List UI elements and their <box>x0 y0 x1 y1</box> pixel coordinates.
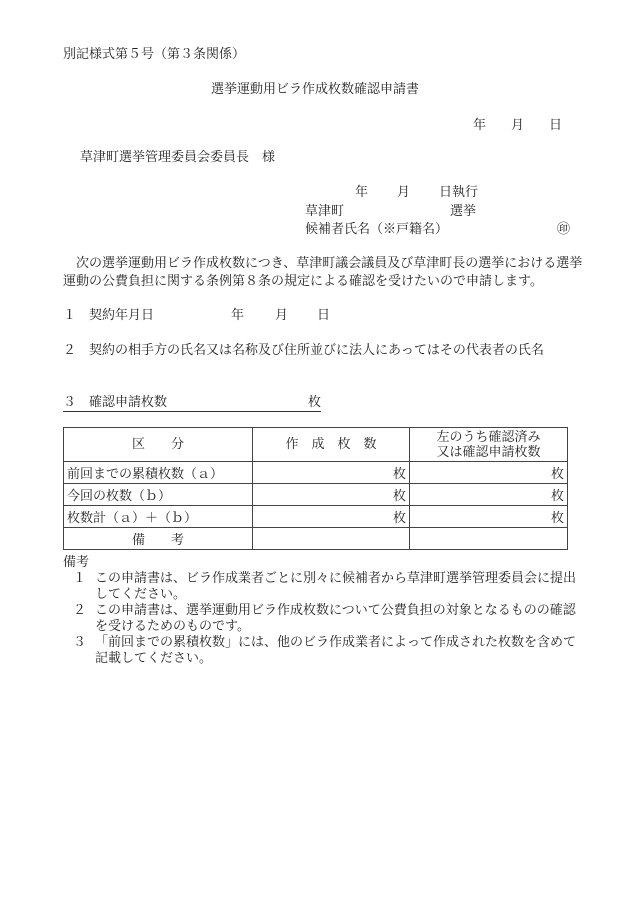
row-created-cell[interactable]: 枚 <box>253 506 410 528</box>
note-text: この申請書は、ビラ作成業者ごとに別々に候補者から草津町選挙管理委員会に提出してください。 <box>95 571 577 602</box>
contract-year-label: 年 <box>231 308 245 323</box>
candidate-label: 候補者氏名（※戸籍名） <box>305 222 449 237</box>
header-confirmed-count <box>410 428 568 462</box>
row-confirmed-cell[interactable]: 枚 <box>410 462 568 484</box>
table-row <box>64 462 568 484</box>
contract-date-label: １ 契約年月日 <box>63 308 155 323</box>
count-table <box>63 427 568 550</box>
table-row <box>64 506 568 528</box>
application-statement: 次の選挙運動用ビラ作成枚数につき、草津町議会議員及び草津町長の選挙における選挙運動の公費負担に関する条例第８条の規定による確認を受けたいので申請します。 <box>63 256 583 289</box>
row-label: 前回までの累積枚数（ａ） <box>64 462 253 484</box>
requested-count-label: ３ 確認申請枚数 <box>63 395 168 410</box>
date-year-label: 年 <box>473 118 487 133</box>
header-created-count: 作 成 枚 数 <box>253 428 410 462</box>
town-election-line <box>305 204 476 220</box>
remarks-cell[interactable] <box>253 528 410 550</box>
application-date <box>473 118 562 134</box>
table-header-row <box>64 428 568 462</box>
note-number: ３ <box>73 635 87 650</box>
row-confirmed-cell[interactable]: 枚 <box>410 506 568 528</box>
note-text: 「前回までの累積枚数」には、他のビラ作成業者によって作成された枚数を含めて記載してください。 <box>95 635 577 666</box>
header-confirmed-text: 左のうち確認済み 又は確認申請枚数 <box>436 429 541 460</box>
row-created-cell[interactable]: 枚 <box>253 484 410 506</box>
remarks-label: 備 考 <box>64 528 253 550</box>
remarks-cell[interactable] <box>410 528 568 550</box>
election-date <box>355 185 478 201</box>
row-confirmed-cell[interactable]: 枚 <box>410 484 568 506</box>
item-requested-count <box>63 395 321 412</box>
date-day-label: 日 <box>549 118 563 133</box>
row-label: 今回の枚数（ｂ） <box>64 484 253 506</box>
note-item <box>73 635 583 667</box>
document-title: 選挙運動用ビラ作成枚数確認申請書 <box>210 82 419 97</box>
seal-mark: ㊞ <box>556 222 570 237</box>
town-prefix: 草津町 <box>305 204 345 219</box>
note-text: この申請書は、選挙運動用ビラ作成枚数について公費負担の対象となるものの確認を受けるためのものです。 <box>95 603 576 634</box>
form-number: 別記様式第５号（第３条関係） <box>63 47 246 62</box>
table-row <box>64 484 568 506</box>
note-number: ２ <box>73 603 87 618</box>
header-category: 区 分 <box>64 428 253 462</box>
addressee: 草津町選挙管理委員会委員長 様 <box>80 150 276 165</box>
item-contract-date <box>63 308 330 324</box>
election-suffix: 選挙 <box>450 204 477 219</box>
item-contractor-info: ２ 契約の相手方の氏名又は名称及び住所並びに法人にあってはその代表者の氏名 <box>63 343 544 358</box>
note-number: １ <box>73 571 87 586</box>
note-item <box>73 603 583 635</box>
contract-month-label: 月 <box>275 308 289 323</box>
notes-heading: 備考 <box>63 555 90 570</box>
requested-count-unit: 枚 <box>308 395 322 410</box>
election-month-label: 月 <box>397 185 411 200</box>
table-row-remarks <box>64 528 568 550</box>
notes-section <box>63 555 583 667</box>
election-day-label: 日執行 <box>439 185 479 200</box>
candidate-name-line <box>305 222 570 238</box>
election-year-label: 年 <box>355 185 369 200</box>
contract-day-label: 日 <box>317 308 331 323</box>
note-item <box>73 571 583 603</box>
row-label: 枚数計（ａ）＋（ｂ） <box>64 506 253 528</box>
row-created-cell[interactable]: 枚 <box>253 462 410 484</box>
requested-count-field <box>63 395 308 412</box>
date-month-label: 月 <box>511 118 525 133</box>
